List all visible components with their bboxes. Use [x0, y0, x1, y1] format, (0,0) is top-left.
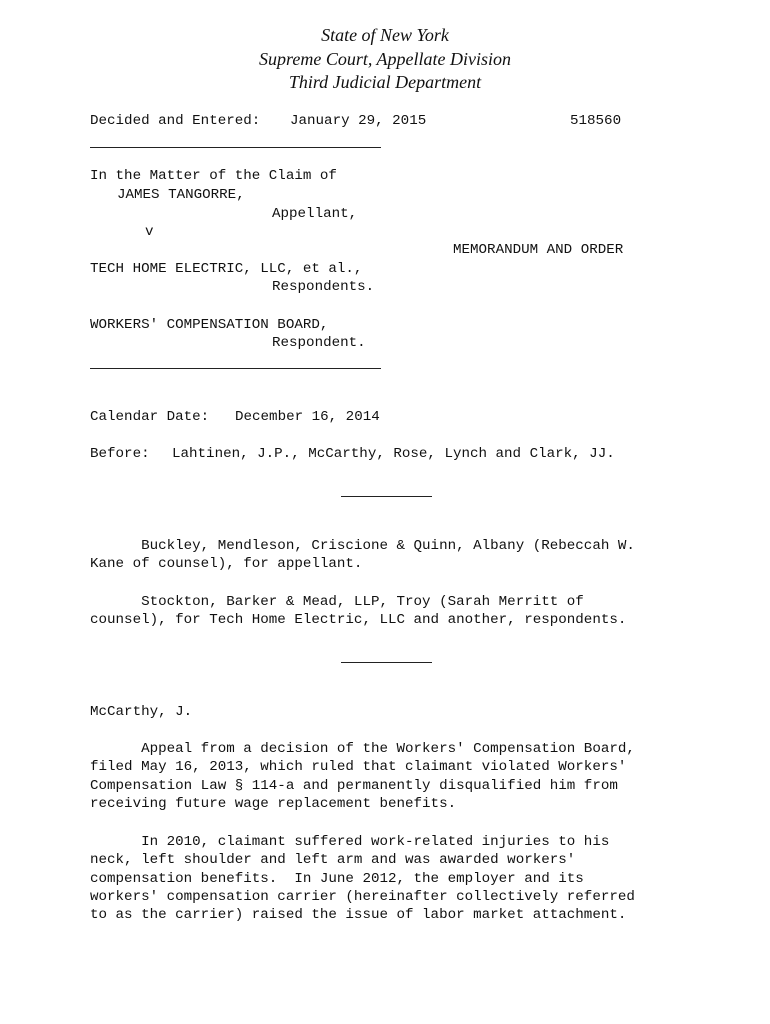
before-label: Before: [90, 446, 150, 462]
opinion-p1-line-3: Compensation Law § 114-a and permanently disqualified him from [90, 778, 618, 794]
docket-number: 518560 [570, 113, 622, 129]
opinion-p1-line-4: receiving future wage replacement benefits. [90, 796, 457, 812]
caption-claimant: JAMES TANGORRE, [117, 187, 245, 203]
counsel-appellant-line-2: Kane of counsel), for appellant. [90, 556, 363, 572]
decided-date: January 29, 2015 [290, 113, 427, 129]
opinion-p2-line-3: compensation benefits. In June 2012, the employer and its [90, 871, 584, 887]
court-state: State of New York [321, 25, 449, 45]
opinion-p2-line-5: to as the carrier) raised the issue of labor market attachment. [90, 907, 627, 923]
section-divider-1 [341, 496, 432, 497]
opinion-author: McCarthy, J. [90, 704, 193, 720]
caption-board: WORKERS' COMPENSATION BOARD, [90, 317, 329, 333]
opinion-p2-line-1: In 2010, claimant suffered work-related injuries to his [90, 834, 610, 850]
calendar-date: December 16, 2014 [235, 409, 380, 425]
court-name: Supreme Court, Appellate Division [259, 49, 511, 69]
decided-label: Decided and Entered: [90, 113, 261, 129]
counsel-appellant-line-1: Buckley, Mendleson, Criscione & Quinn, Albany (Rebeccah W. [90, 538, 635, 554]
caption-employer: TECH HOME ELECTRIC, LLC, et al., [90, 261, 363, 277]
section-divider-2 [341, 662, 432, 663]
caption-rule-bottom [90, 368, 381, 369]
calendar-label: Calendar Date: [90, 409, 210, 425]
opinion-p1-line-1: Appeal from a decision of the Workers' Compensation Board, [90, 741, 635, 757]
counsel-respondents-line-1: Stockton, Barker & Mead, LLP, Troy (Sarah Merritt of [90, 594, 584, 610]
opinion-p2-line-4: workers' compensation carrier (hereinafter collectively referred [90, 889, 635, 905]
opinion-p1-line-2: filed May 16, 2013, which ruled that claimant violated Workers' [90, 759, 627, 775]
caption-appellant: Appellant, [272, 206, 358, 222]
caption-rule-top [90, 147, 381, 148]
caption-respondent: Respondent. [272, 335, 366, 351]
opinion-p2-line-2: neck, left shoulder and left arm and was awarded workers' [90, 852, 576, 868]
caption-matter: In the Matter of the Claim of [90, 168, 337, 184]
court-department: Third Judicial Department [288, 72, 482, 92]
caption-versus: v [145, 224, 154, 240]
counsel-respondents-line-2: counsel), for Tech Home Electric, LLC and another, respondents. [90, 612, 627, 628]
memorandum-title: MEMORANDUM AND ORDER [453, 242, 624, 258]
before-judges: Lahtinen, J.P., McCarthy, Rose, Lynch and Clark, JJ. [172, 446, 615, 462]
caption-respondents: Respondents. [272, 279, 375, 295]
